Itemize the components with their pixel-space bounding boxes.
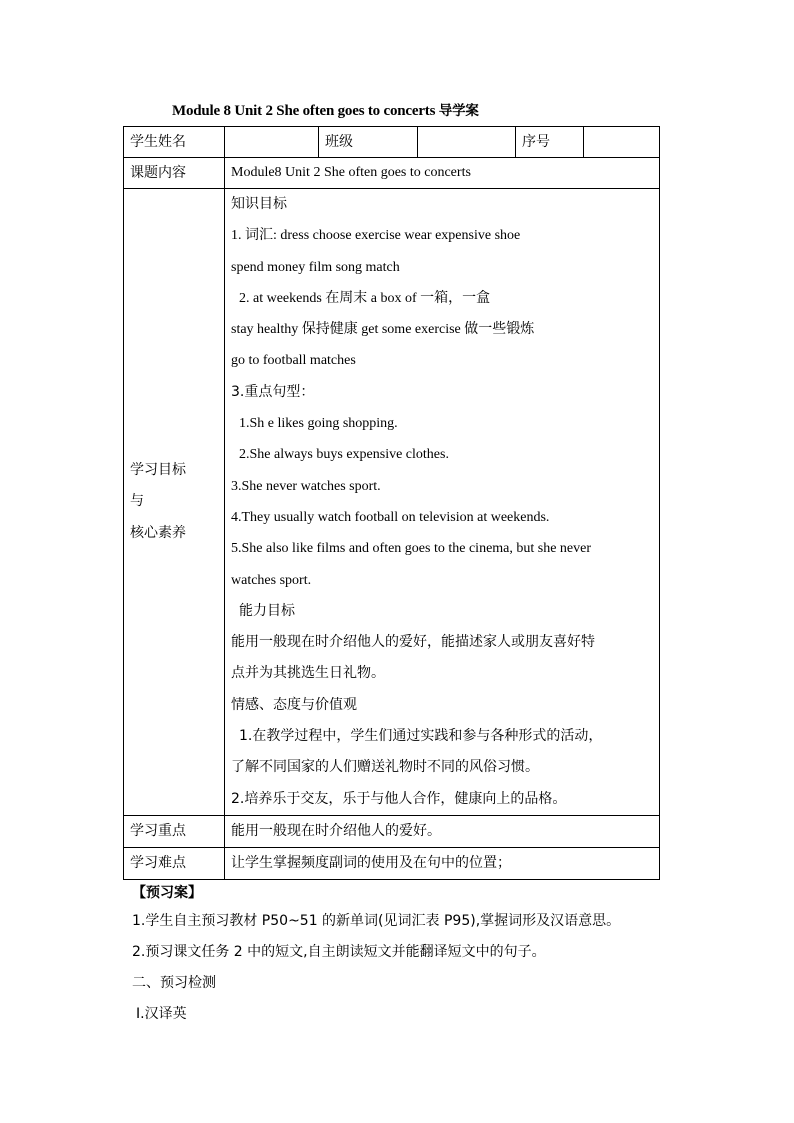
preview-heading: 【预习案】	[132, 885, 202, 901]
goals-label-line: 学习目标	[130, 462, 186, 479]
page-title	[172, 99, 479, 120]
goal-line: 点并为其挑选生日礼物。	[231, 665, 385, 682]
goals-content	[225, 189, 660, 816]
goal-line: 3.She never watches sport.	[231, 478, 381, 494]
goal-line: 情感、态度与价值观	[231, 696, 357, 713]
difficulty-value: 让学生掌握频度副词的使用及在句中的位置；	[225, 847, 660, 879]
goal-line: watches sport.	[231, 572, 312, 588]
goal-line: 1.Sh e likes going shopping.	[239, 416, 398, 432]
goals-row	[124, 189, 660, 816]
topic-value: Module8 Unit 2 She often goes to concerts	[225, 158, 660, 189]
title-chinese: 导学案	[438, 103, 479, 119]
goals-label-line: 与	[130, 493, 144, 510]
study-plan-table	[123, 126, 660, 880]
goal-line: 2.She always buys expensive clothes.	[239, 447, 449, 463]
preview-check-heading: 二、预习检测	[132, 975, 216, 991]
translation-heading: Ⅰ.汉译英	[136, 1006, 187, 1022]
preview-item-2: 2.预习课文任务 2 中的短文,自主朗读短文并能翻译短文中的句子。	[132, 944, 546, 960]
goal-line: 5.She also like films and often goes to the cinema, but she never	[231, 541, 592, 557]
topic-row	[124, 158, 660, 189]
goal-line: spend money film song match	[231, 259, 400, 275]
key-points-value: 能用一般现在时介绍他人的爱好。	[225, 815, 660, 847]
goal-line: 2. at weekends 在周末 a box of 一箱，一盒	[239, 290, 491, 306]
student-name-field[interactable]	[225, 127, 319, 158]
class-field[interactable]	[418, 127, 516, 158]
topic-label: 课题内容	[124, 158, 225, 189]
goal-line: 4.They usually watch football on television at weekends.	[231, 509, 550, 525]
goal-line: 知识目标	[231, 196, 287, 212]
goal-line: 能用一般现在时介绍他人的爱好，能描述家人或朋友喜好特	[231, 634, 595, 651]
difficulty-label: 学习难点	[124, 847, 225, 879]
goal-line: 2.培养乐于交友，乐于与他人合作，健康向上的品格。	[231, 790, 567, 807]
student-info-row	[124, 127, 660, 158]
goals-label-line: 核心素养	[130, 524, 186, 541]
goal-line: 1.在教学过程中，学生们通过实践和参与各种形式的活动，	[239, 728, 603, 745]
goal-line: 3.重点句型：	[231, 383, 315, 400]
key-points-label: 学习重点	[124, 815, 225, 847]
number-field[interactable]	[584, 127, 660, 158]
goal-line: 了解不同国家的人们赠送礼物时不同的风俗习惯。	[231, 759, 539, 776]
number-label: 序号	[516, 127, 584, 158]
difficulty-row	[124, 847, 660, 879]
class-label: 班级	[319, 127, 418, 158]
preview-item-1: 1.学生自主预习教材 P50~51 的新单词(见词汇表 P95),掌握词形及汉语意思。	[132, 913, 621, 929]
goal-line: 能力目标	[239, 602, 295, 619]
title-english: Module 8 Unit 2 She often goes to concerts	[172, 103, 439, 119]
goals-label	[124, 189, 225, 816]
student-name-label: 学生姓名	[124, 127, 225, 158]
goal-line: go to football matches	[231, 353, 356, 369]
goal-line: stay healthy 保持健康 get some exercise 做一些锻炼	[231, 322, 535, 338]
goal-line: 1. 词汇: dress choose exercise wear expensive shoe	[231, 228, 521, 244]
key-points-row	[124, 815, 660, 847]
